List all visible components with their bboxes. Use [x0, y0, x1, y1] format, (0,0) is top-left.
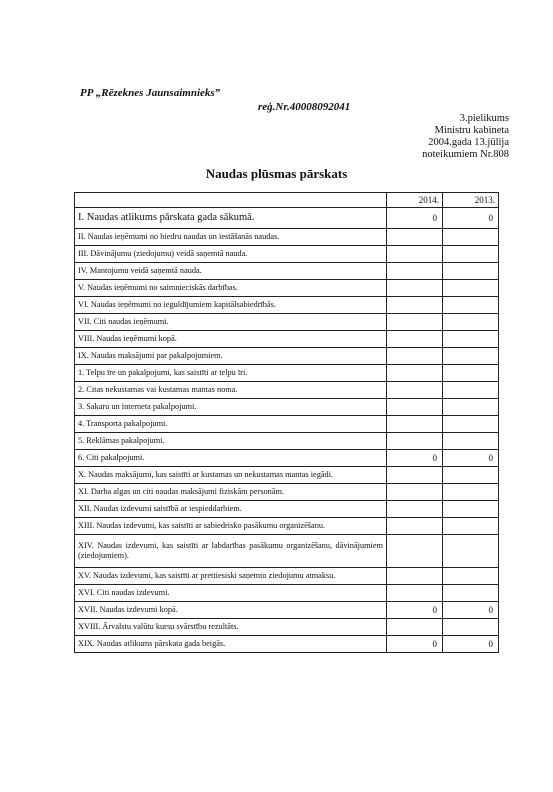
value-2013 — [443, 568, 499, 585]
value-2013: 0 — [443, 636, 499, 653]
value-2013 — [443, 280, 499, 297]
value-2014 — [387, 585, 443, 602]
value-2013 — [443, 382, 499, 399]
row-label: 6. Citi pakalpojumi. — [75, 450, 387, 467]
value-2014: 0 — [387, 450, 443, 467]
value-2014 — [387, 619, 443, 636]
table-row — [75, 484, 499, 501]
value-2013 — [443, 518, 499, 535]
value-2013 — [443, 619, 499, 636]
table-row — [75, 501, 499, 518]
row-label: IV. Mantojumu veidā saņemtā nauda. — [75, 263, 387, 280]
row-label: X. Naudas maksājumi, kas saistīti ar kustamas un nekustamas mantas iegādi. — [75, 467, 387, 484]
row-label: XIX. Naudas atlikums pārskata gada beigās. — [75, 636, 387, 653]
value-2014 — [387, 382, 443, 399]
row-label: III. Dāvinājumu (ziedojumu) veidā saņemtā nauda. — [75, 246, 387, 263]
value-2014 — [387, 297, 443, 314]
table-row — [75, 450, 499, 467]
value-2013 — [443, 416, 499, 433]
value-2014: 0 — [387, 636, 443, 653]
row-label: XVII. Naudas izdevumi kopā. — [75, 602, 387, 619]
row-label: XI. Darba algas un citi naudas maksājumi fiziskām personām. — [75, 484, 387, 501]
value-2014 — [387, 467, 443, 484]
value-2013 — [443, 484, 499, 501]
row-label: XII. Naudas izdevumi saistībā ar iespieddarbiem. — [75, 501, 387, 518]
value-2013: 0 — [443, 602, 499, 619]
row-label: V. Naudas ieņēmumi no saimnieciskās darbības. — [75, 280, 387, 297]
appendix-line: 2004.gada 13.jūlija — [428, 137, 509, 148]
value-2013 — [443, 331, 499, 348]
value-2014 — [387, 365, 443, 382]
row-label: 1. Telpu īre un pakalpojumi, kas saistīti ar telpu īri. — [75, 365, 387, 382]
table-row — [75, 518, 499, 535]
value-2013 — [443, 399, 499, 416]
appendix-reference — [422, 113, 509, 160]
table-row — [75, 382, 499, 399]
value-2013 — [443, 229, 499, 246]
table-row — [75, 636, 499, 653]
table-row — [75, 602, 499, 619]
row-label: IX. Naudas maksājumi par pakalpojumiem. — [75, 348, 387, 365]
table-row — [75, 208, 499, 229]
value-2014 — [387, 433, 443, 450]
table-row — [75, 348, 499, 365]
table-row — [75, 331, 499, 348]
table-row — [75, 568, 499, 585]
table-row — [75, 619, 499, 636]
table-row — [75, 585, 499, 602]
value-2013 — [443, 501, 499, 518]
table-row — [75, 263, 499, 280]
table-row — [75, 229, 499, 246]
row-label: 4. Transporta pakalpojumi. — [75, 416, 387, 433]
table-row — [75, 399, 499, 416]
value-2014 — [387, 280, 443, 297]
value-2013 — [443, 433, 499, 450]
row-label: 3. Sakaru un interneta pakalpojumi. — [75, 399, 387, 416]
row-label: XIII. Naudas izdevumi, kas saistīti ar sabiedrisko pasākumu organizēšanu. — [75, 518, 387, 535]
value-2014 — [387, 229, 443, 246]
value-2014 — [387, 246, 443, 263]
value-2013 — [443, 263, 499, 280]
value-2013 — [443, 467, 499, 484]
appendix-line: Ministru kabineta — [434, 125, 509, 136]
value-2013 — [443, 297, 499, 314]
table-row — [75, 365, 499, 382]
row-label: I. Naudas atlikums pārskata gada sākumā. — [75, 208, 387, 229]
row-label: XVIII. Ārvalstu valūtu kursu svārstību rezultāts. — [75, 619, 387, 636]
value-2014 — [387, 568, 443, 585]
row-label: VIII. Naudas ieņēmumi kopā. — [75, 331, 387, 348]
value-2014 — [387, 535, 443, 568]
row-label: II. Naudas ieņēmumi no biedru naudas un iestāšanās naudas. — [75, 229, 387, 246]
column-header-label — [75, 193, 387, 208]
registration-number: reģ.Nr.40008092041 — [258, 101, 351, 113]
value-2014 — [387, 331, 443, 348]
value-2013 — [443, 314, 499, 331]
value-2013 — [443, 535, 499, 568]
row-label: XVI. Citi naudas izdevumi. — [75, 585, 387, 602]
column-header-2014: 2014. — [387, 193, 443, 208]
value-2013: 0 — [443, 450, 499, 467]
value-2014 — [387, 399, 443, 416]
value-2013 — [443, 348, 499, 365]
row-label: VII. Citi naudas ieņēmumi. — [75, 314, 387, 331]
document-title: Naudas plūsmas pārskats — [205, 166, 348, 181]
value-2014 — [387, 484, 443, 501]
table-header-row — [75, 193, 499, 208]
table-row — [75, 467, 499, 484]
value-2013: 0 — [443, 208, 499, 229]
appendix-line: noteikumiem Nr.808 — [422, 149, 509, 160]
cash-flow-table — [74, 192, 499, 653]
row-label: 2. Citas nekustamas vai kustamas mantas noma. — [75, 382, 387, 399]
value-2014 — [387, 263, 443, 280]
table-row — [75, 433, 499, 450]
row-label: XV. Naudas izdevumi, kas saistīti ar prettiesiski saņemto ziedojumu atmaksu. — [75, 568, 387, 585]
value-2013 — [443, 365, 499, 382]
row-label: VI. Naudas ieņēmumi no ieguldījumiem kapitālsabiedrībās. — [75, 297, 387, 314]
value-2014 — [387, 501, 443, 518]
value-2013 — [443, 585, 499, 602]
value-2013 — [443, 246, 499, 263]
organization-name: PP „Rēzeknes Jaunsaimnieks” — [80, 87, 221, 99]
value-2014 — [387, 314, 443, 331]
column-header-2013: 2013. — [443, 193, 499, 208]
row-label: 5. Reklāmas pakalpojumi. — [75, 433, 387, 450]
value-2014 — [387, 518, 443, 535]
table-row — [75, 246, 499, 263]
table-row — [75, 280, 499, 297]
table-row — [75, 314, 499, 331]
table-row — [75, 535, 499, 568]
value-2014 — [387, 416, 443, 433]
value-2014 — [387, 348, 443, 365]
table-row — [75, 416, 499, 433]
value-2014: 0 — [387, 208, 443, 229]
table-row — [75, 297, 499, 314]
value-2014: 0 — [387, 602, 443, 619]
appendix-line: 3.pielikums — [459, 113, 509, 124]
row-label: XIV. Naudas izdevumi, kas saistīti ar labdarības pasākumu organizēšanu, dāvinājumiem (ziedojumiem). — [75, 535, 387, 568]
